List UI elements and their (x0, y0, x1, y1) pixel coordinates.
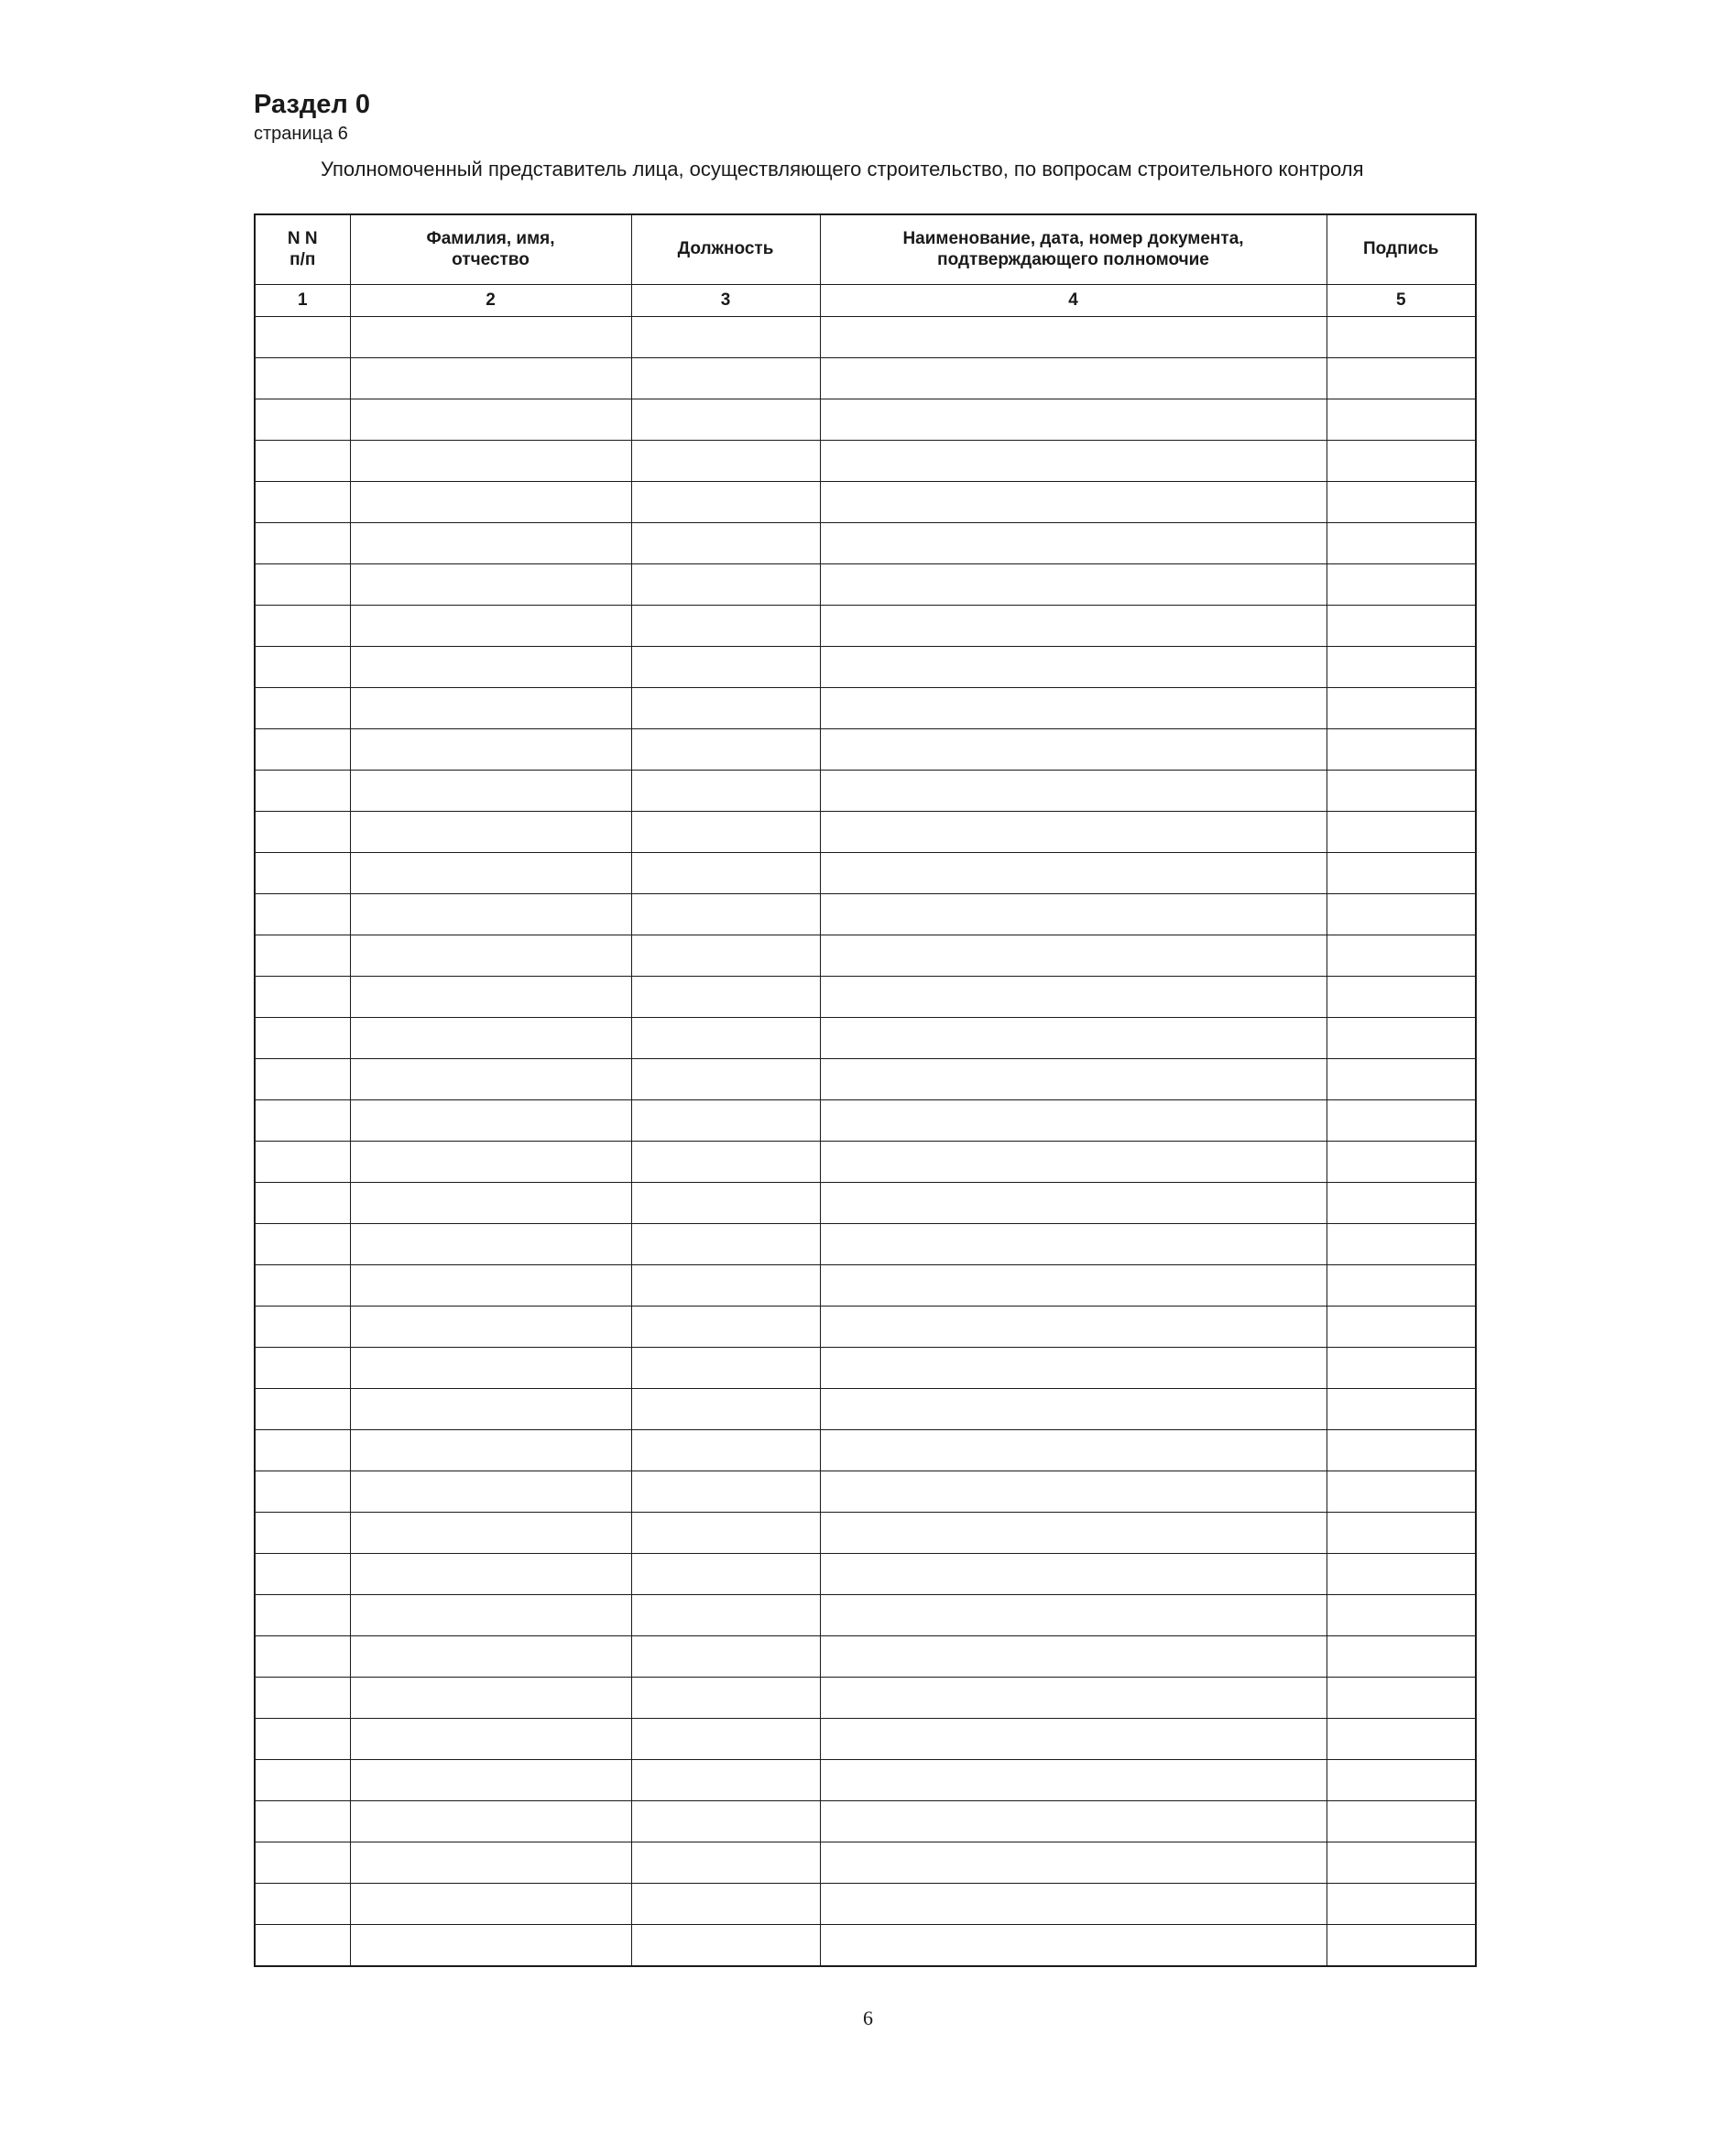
table-row (255, 1678, 1476, 1719)
table-cell[interactable] (820, 482, 1327, 523)
table-row (255, 441, 1476, 482)
table-cell[interactable] (255, 317, 350, 358)
table-cell[interactable] (1327, 1678, 1476, 1719)
table-cell[interactable] (820, 1224, 1327, 1265)
table-cell[interactable] (820, 1018, 1327, 1059)
table-cell[interactable] (350, 894, 631, 935)
table-cell[interactable] (631, 523, 820, 564)
table-row (255, 564, 1476, 606)
table-cell[interactable] (350, 1389, 631, 1430)
table-row (255, 688, 1476, 729)
table-cell[interactable] (255, 1307, 350, 1348)
table-cell[interactable] (820, 1142, 1327, 1183)
table-cell[interactable] (350, 1719, 631, 1760)
table-cell[interactable] (350, 317, 631, 358)
table-cell[interactable] (631, 1471, 820, 1513)
table-row (255, 1142, 1476, 1183)
table-cell[interactable] (820, 317, 1327, 358)
table-row (255, 1430, 1476, 1471)
table-row (255, 1183, 1476, 1224)
table-cell[interactable] (820, 564, 1327, 606)
table-cell[interactable] (820, 894, 1327, 935)
table-row (255, 935, 1476, 977)
table-cell[interactable] (1327, 935, 1476, 977)
table-cell[interactable] (350, 771, 631, 812)
column-header-document: Наименование, дата, номер документа, подтверждающего полномочие (820, 214, 1327, 285)
table-cell[interactable] (1327, 606, 1476, 647)
table-cell[interactable] (350, 564, 631, 606)
table-cell[interactable] (820, 935, 1327, 977)
table-cell[interactable] (820, 523, 1327, 564)
table-cell[interactable] (255, 1719, 350, 1760)
table-cell[interactable] (1327, 1183, 1476, 1224)
column-number: 4 (820, 285, 1327, 317)
table-cell[interactable] (255, 1925, 350, 1967)
table-cell[interactable] (631, 482, 820, 523)
table-cell[interactable] (820, 1554, 1327, 1595)
table-row (255, 1348, 1476, 1389)
table-cell[interactable] (255, 771, 350, 812)
table-cell[interactable] (820, 771, 1327, 812)
table-cell[interactable] (820, 1801, 1327, 1842)
table-cell[interactable] (255, 1884, 350, 1925)
table-cell[interactable] (820, 1059, 1327, 1100)
table-cell[interactable] (350, 1636, 631, 1678)
table-cell[interactable] (631, 1842, 820, 1884)
table-row (255, 1595, 1476, 1636)
table-row (255, 523, 1476, 564)
table-cell[interactable] (350, 1554, 631, 1595)
table-row (255, 399, 1476, 441)
table-cell[interactable] (1327, 1307, 1476, 1348)
table-cell[interactable] (1327, 441, 1476, 482)
table-cell[interactable] (350, 1842, 631, 1884)
table-cell[interactable] (255, 399, 350, 441)
table-cell[interactable] (1327, 1595, 1476, 1636)
table-cell[interactable] (631, 977, 820, 1018)
table-cell[interactable] (255, 1554, 350, 1595)
table-body (255, 317, 1476, 1967)
table-cell[interactable] (631, 853, 820, 894)
table-cell[interactable] (350, 1430, 631, 1471)
table-cell[interactable] (350, 606, 631, 647)
table-cell[interactable] (820, 1307, 1327, 1348)
table-cell[interactable] (631, 1554, 820, 1595)
table-cell[interactable] (820, 977, 1327, 1018)
table-cell[interactable] (631, 1142, 820, 1183)
table-cell[interactable] (631, 606, 820, 647)
table-cell[interactable] (1327, 1059, 1476, 1100)
table-cell[interactable] (820, 1265, 1327, 1307)
table-cell[interactable] (1327, 317, 1476, 358)
table-cell[interactable] (820, 1925, 1327, 1967)
table-cell[interactable] (1327, 1224, 1476, 1265)
table-cell[interactable] (820, 853, 1327, 894)
table-cell[interactable] (631, 358, 820, 399)
table-cell[interactable] (350, 1760, 631, 1801)
table-cell[interactable] (350, 1595, 631, 1636)
table-cell[interactable] (350, 1884, 631, 1925)
page-label: страница 6 (254, 124, 348, 144)
table-cell[interactable] (1327, 688, 1476, 729)
table-cell[interactable] (255, 1842, 350, 1884)
table-row (255, 1100, 1476, 1142)
table-cell[interactable] (631, 1018, 820, 1059)
table-row (255, 729, 1476, 771)
table-cell[interactable] (255, 647, 350, 688)
table-cell[interactable] (1327, 1513, 1476, 1554)
table-row (255, 1719, 1476, 1760)
table-cell[interactable] (350, 1307, 631, 1348)
table-cell[interactable] (820, 399, 1327, 441)
table-cell[interactable] (255, 1183, 350, 1224)
table-cell[interactable] (1327, 1265, 1476, 1307)
table-cell[interactable] (1327, 1142, 1476, 1183)
table-cell[interactable] (820, 1760, 1327, 1801)
table-cell[interactable] (820, 606, 1327, 647)
column-header-signature: Подпись (1327, 214, 1476, 285)
table-cell[interactable] (255, 358, 350, 399)
table-cell[interactable] (1327, 1100, 1476, 1142)
table-cell[interactable] (820, 441, 1327, 482)
table-cell[interactable] (820, 1348, 1327, 1389)
table-cell[interactable] (255, 729, 350, 771)
table-cell[interactable] (631, 729, 820, 771)
table-cell[interactable] (631, 399, 820, 441)
table-cell[interactable] (631, 1513, 820, 1554)
table-cell[interactable] (1327, 1018, 1476, 1059)
table-cell[interactable] (255, 1430, 350, 1471)
table-cell[interactable] (1327, 1925, 1476, 1967)
table-cell[interactable] (1327, 1348, 1476, 1389)
table-cell[interactable] (255, 482, 350, 523)
table-row (255, 1059, 1476, 1100)
table-cell[interactable] (1327, 1636, 1476, 1678)
table-cell[interactable] (350, 977, 631, 1018)
table-row (255, 1636, 1476, 1678)
table-cell[interactable] (820, 1430, 1327, 1471)
table-cell[interactable] (350, 1018, 631, 1059)
table-cell[interactable] (350, 1513, 631, 1554)
table-cell[interactable] (820, 1678, 1327, 1719)
table-cell[interactable] (255, 935, 350, 977)
table-cell[interactable] (820, 729, 1327, 771)
table-row (255, 1018, 1476, 1059)
table-cell[interactable] (255, 1142, 350, 1183)
column-header-position: Должность (631, 214, 820, 285)
table-cell[interactable] (255, 1348, 350, 1389)
table-cell[interactable] (255, 1059, 350, 1100)
table-cell[interactable] (631, 1224, 820, 1265)
table-row (255, 1925, 1476, 1967)
table-row (255, 812, 1476, 853)
table-cell[interactable] (350, 1183, 631, 1224)
table-cell[interactable] (820, 1636, 1327, 1678)
table-cell[interactable] (820, 812, 1327, 853)
table-cell[interactable] (1327, 1760, 1476, 1801)
table-cell[interactable] (350, 1801, 631, 1842)
table-row (255, 853, 1476, 894)
table-cell[interactable] (350, 1678, 631, 1719)
column-number: 1 (255, 285, 350, 317)
table-cell[interactable] (631, 1183, 820, 1224)
table-cell[interactable] (631, 1348, 820, 1389)
table-row (255, 1513, 1476, 1554)
table-cell[interactable] (820, 1471, 1327, 1513)
table-cell[interactable] (631, 1100, 820, 1142)
table-cell[interactable] (350, 1265, 631, 1307)
table-cell[interactable] (350, 358, 631, 399)
table-cell[interactable] (631, 688, 820, 729)
table-cell[interactable] (1327, 1842, 1476, 1884)
table-cell[interactable] (1327, 894, 1476, 935)
table-cell[interactable] (350, 853, 631, 894)
table-cell[interactable] (631, 812, 820, 853)
table-cell[interactable] (350, 935, 631, 977)
table-cell[interactable] (350, 1471, 631, 1513)
table-cell[interactable] (350, 1059, 631, 1100)
table-row (255, 1801, 1476, 1842)
table-cell[interactable] (631, 1925, 820, 1967)
table-cell[interactable] (820, 688, 1327, 729)
table-row (255, 1224, 1476, 1265)
table-cell[interactable] (350, 441, 631, 482)
table-row (255, 977, 1476, 1018)
table-cell[interactable] (350, 1100, 631, 1142)
table-cell[interactable] (820, 1842, 1327, 1884)
table-cell[interactable] (255, 1760, 350, 1801)
table-cell[interactable] (631, 1801, 820, 1842)
table-cell[interactable] (631, 1389, 820, 1430)
table-cell[interactable] (631, 1678, 820, 1719)
table-row (255, 1842, 1476, 1884)
table-cell[interactable] (255, 1100, 350, 1142)
table-cell[interactable] (255, 1636, 350, 1678)
table-cell[interactable] (1327, 853, 1476, 894)
table-cell[interactable] (255, 1801, 350, 1842)
table-row (255, 1884, 1476, 1925)
table-cell[interactable] (820, 1513, 1327, 1554)
representatives-table (254, 213, 1477, 1967)
table-header-row (255, 214, 1476, 285)
table-cell[interactable] (350, 1925, 631, 1967)
table-row (255, 771, 1476, 812)
table-cell[interactable] (1327, 812, 1476, 853)
table-cell[interactable] (1327, 1430, 1476, 1471)
table-cell[interactable] (820, 1595, 1327, 1636)
table-cell[interactable] (350, 1348, 631, 1389)
table-cell[interactable] (631, 1430, 820, 1471)
table-cell[interactable] (255, 853, 350, 894)
table-cell[interactable] (350, 399, 631, 441)
table-cell[interactable] (255, 1595, 350, 1636)
table-cell[interactable] (350, 688, 631, 729)
table-cell[interactable] (1327, 1884, 1476, 1925)
table-cell[interactable] (631, 1595, 820, 1636)
table-cell[interactable] (350, 812, 631, 853)
table-cell[interactable] (820, 647, 1327, 688)
table-cell[interactable] (350, 647, 631, 688)
table-cell[interactable] (350, 729, 631, 771)
table-cell[interactable] (631, 564, 820, 606)
table-cell[interactable] (255, 523, 350, 564)
table-cell[interactable] (255, 894, 350, 935)
table-cell[interactable] (255, 606, 350, 647)
table-cell[interactable] (1327, 771, 1476, 812)
table-cell[interactable] (631, 1265, 820, 1307)
table-cell[interactable] (631, 1884, 820, 1925)
table-cell[interactable] (1327, 358, 1476, 399)
table-cell[interactable] (820, 358, 1327, 399)
table-cell[interactable] (631, 1719, 820, 1760)
table-row (255, 482, 1476, 523)
table-cell[interactable] (1327, 1801, 1476, 1842)
table-cell[interactable] (820, 1183, 1327, 1224)
table-cell[interactable] (350, 1142, 631, 1183)
table-row (255, 358, 1476, 399)
table-cell[interactable] (255, 812, 350, 853)
table-cell[interactable] (1327, 1389, 1476, 1430)
table-cell[interactable] (631, 1059, 820, 1100)
form-title: Уполномоченный представитель лица, осуществляющего строительство, по вопросам строительного контроля (321, 158, 1364, 180)
table-cell[interactable] (255, 564, 350, 606)
table-cell[interactable] (631, 441, 820, 482)
table-row (255, 606, 1476, 647)
table-cell[interactable] (255, 688, 350, 729)
column-header-number: N N п/п (255, 214, 350, 285)
table-cell[interactable] (631, 317, 820, 358)
column-number: 3 (631, 285, 820, 317)
table-cell[interactable] (1327, 564, 1476, 606)
table-cell[interactable] (1327, 1719, 1476, 1760)
table-row (255, 1471, 1476, 1513)
table-cell[interactable] (631, 1636, 820, 1678)
table-cell[interactable] (1327, 647, 1476, 688)
table-cell[interactable] (631, 1307, 820, 1348)
section-title: Раздел 0 (254, 90, 371, 119)
column-header-full-name: Фамилия, имя, отчество (350, 214, 631, 285)
table-cell[interactable] (820, 1100, 1327, 1142)
table-cell[interactable] (350, 523, 631, 564)
table-cell[interactable] (1327, 977, 1476, 1018)
table-row (255, 1760, 1476, 1801)
table-cell[interactable] (631, 771, 820, 812)
table-cell[interactable] (350, 1224, 631, 1265)
table-cell[interactable] (631, 647, 820, 688)
table-row (255, 1389, 1476, 1430)
table-cell[interactable] (1327, 729, 1476, 771)
table-row (255, 1307, 1476, 1348)
table-row (255, 1265, 1476, 1307)
page-number: 6 (863, 2006, 873, 2029)
column-number: 5 (1327, 285, 1476, 317)
table-row (255, 894, 1476, 935)
table-cell[interactable] (255, 1018, 350, 1059)
column-number-row (255, 285, 1476, 317)
table-cell[interactable] (1327, 399, 1476, 441)
table-cell[interactable] (255, 1678, 350, 1719)
table-cell[interactable] (1327, 1471, 1476, 1513)
table-cell[interactable] (631, 935, 820, 977)
table-cell[interactable] (350, 482, 631, 523)
table-cell[interactable] (255, 977, 350, 1018)
table-cell[interactable] (255, 1224, 350, 1265)
table-row (255, 317, 1476, 358)
table-cell[interactable] (820, 1884, 1327, 1925)
table-cell[interactable] (255, 1513, 350, 1554)
table-cell[interactable] (255, 441, 350, 482)
table-cell[interactable] (1327, 1554, 1476, 1595)
column-number: 2 (350, 285, 631, 317)
table-row (255, 1554, 1476, 1595)
table-cell[interactable] (631, 894, 820, 935)
table-cell[interactable] (255, 1471, 350, 1513)
table-cell[interactable] (631, 1760, 820, 1801)
table-cell[interactable] (255, 1389, 350, 1430)
table-cell[interactable] (1327, 482, 1476, 523)
table-row (255, 647, 1476, 688)
table-cell[interactable] (255, 1265, 350, 1307)
table-cell[interactable] (1327, 523, 1476, 564)
table-cell[interactable] (820, 1389, 1327, 1430)
table-cell[interactable] (820, 1719, 1327, 1760)
